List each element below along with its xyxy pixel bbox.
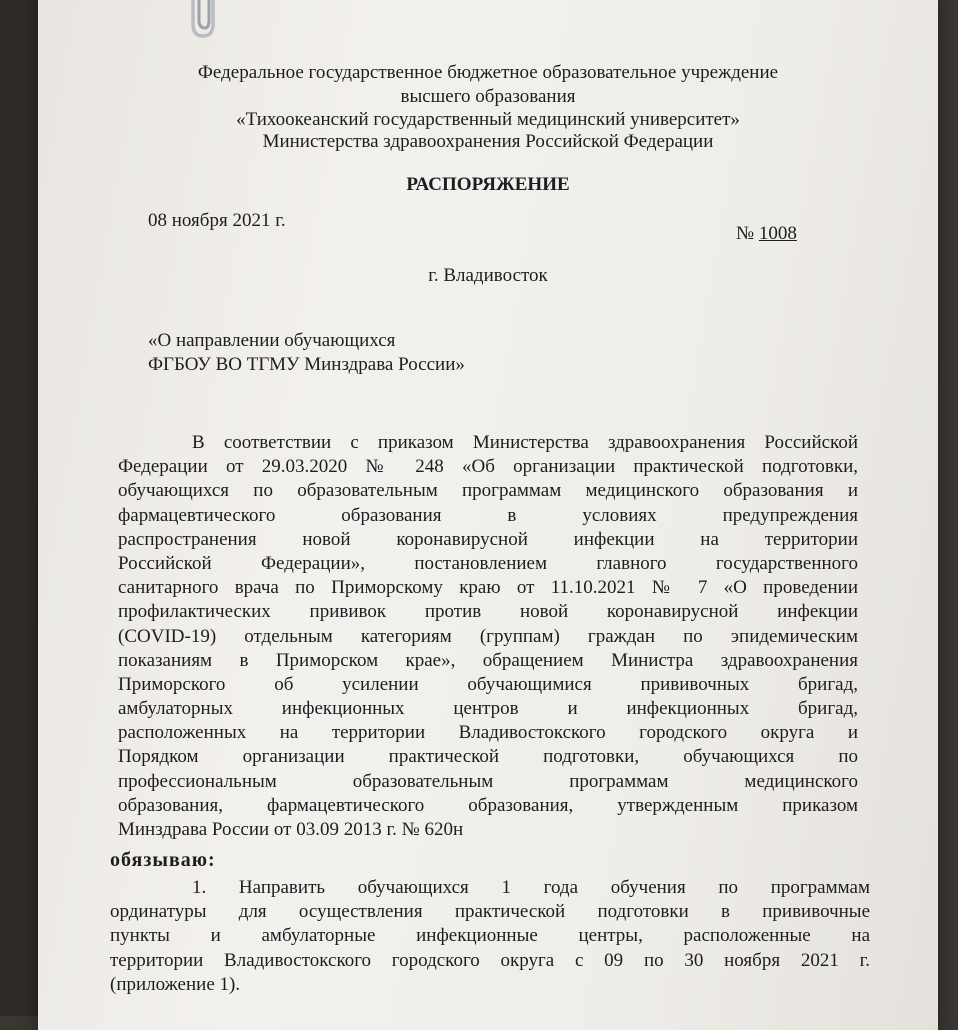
preamble-line: профессиональным образовательным программам медицинского xyxy=(118,770,858,792)
preamble-line: Порядком организации практической подготовки, обучающихся по xyxy=(118,746,858,768)
header-line-1: Федеральное государственное бюджетное образовательное учреждение xyxy=(197,62,779,83)
order-word: обязываю: xyxy=(110,849,216,871)
preamble-line: профилактических прививок против новой коронавирусной инфекции xyxy=(118,601,858,623)
preamble-line: распространения новой коронавирусной инфекции на территории xyxy=(118,528,858,550)
preamble-line: показаниям в Приморском крае», обращением Министра здравоохранения xyxy=(118,649,858,671)
preamble-line: обучающихся по образовательным программам медицинского образования и xyxy=(118,480,858,502)
document-city: г. Владивосток xyxy=(428,265,548,286)
document-number xyxy=(736,223,797,245)
preamble-line: Приморского об усилении обучающимися прививочных бригад, xyxy=(118,673,858,695)
number-value: 1008 xyxy=(758,223,797,244)
item-1-paragraph xyxy=(110,876,870,997)
header-line-4: Министерства здравоохранения Российской Федерации xyxy=(262,131,714,152)
subject-line-1: «О направлении обучающихся xyxy=(148,330,396,351)
preamble-line: Российской Федерации», постановлением главного государственного xyxy=(118,552,858,574)
preamble-line: амбулаторных инфекционных центров и инфекционных бригад, xyxy=(118,698,858,720)
preamble-line: фармацевтического образования в условиях предупреждения xyxy=(118,504,858,526)
preamble-line: расположенных на территории Владивостокского городского округа и xyxy=(118,722,858,744)
item-1-line: (приложение 1). xyxy=(110,973,241,995)
preamble-line: (COVID-19) отдельным категориям (группам) граждан по эпидемическим xyxy=(118,625,858,647)
item-1-line: территории Владивостокского городского округа с 09 по 30 ноября 2021 г. xyxy=(110,949,870,971)
item-1-line: 1. Направить обучающихся 1 года обучения по программам xyxy=(192,877,870,898)
preamble-line: образования, фармацевтического образования, утвержденным приказом xyxy=(118,794,858,816)
number-sign: № xyxy=(736,223,755,244)
preamble-paragraph xyxy=(118,431,858,842)
preamble-line: В соответствии с приказом Министерства здравоохранения Российской xyxy=(192,432,858,453)
item-1-line: пункты и амбулаторные инфекционные центры, расположенные на xyxy=(110,925,870,947)
preamble-line: Минздрава России от 03.09 2013 г. № 620н xyxy=(118,819,464,840)
document-sheet xyxy=(38,0,938,1030)
subject-line-2: ФГБОУ ВО ТГМУ Минздрава России» xyxy=(148,354,465,375)
preamble-line: санитарного врача по Приморскому краю от 11.10.2021 № 7 «О проведении xyxy=(118,577,858,599)
item-1-line: ординатуры для осуществления практической подготовки в прививочные xyxy=(110,901,870,923)
paperclip-icon xyxy=(183,0,223,42)
document-title: РАСПОРЯЖЕНИЕ xyxy=(406,174,570,195)
document-date: 08 ноября 2021 г. xyxy=(148,210,286,231)
header-line-2: высшего образования xyxy=(400,86,576,107)
preamble-line: Федерации от 29.03.2020 № 248 «Об организации практической подготовки, xyxy=(118,456,858,478)
header-line-3: «Тихоокеанский государственный медицинский университет» xyxy=(236,109,740,130)
